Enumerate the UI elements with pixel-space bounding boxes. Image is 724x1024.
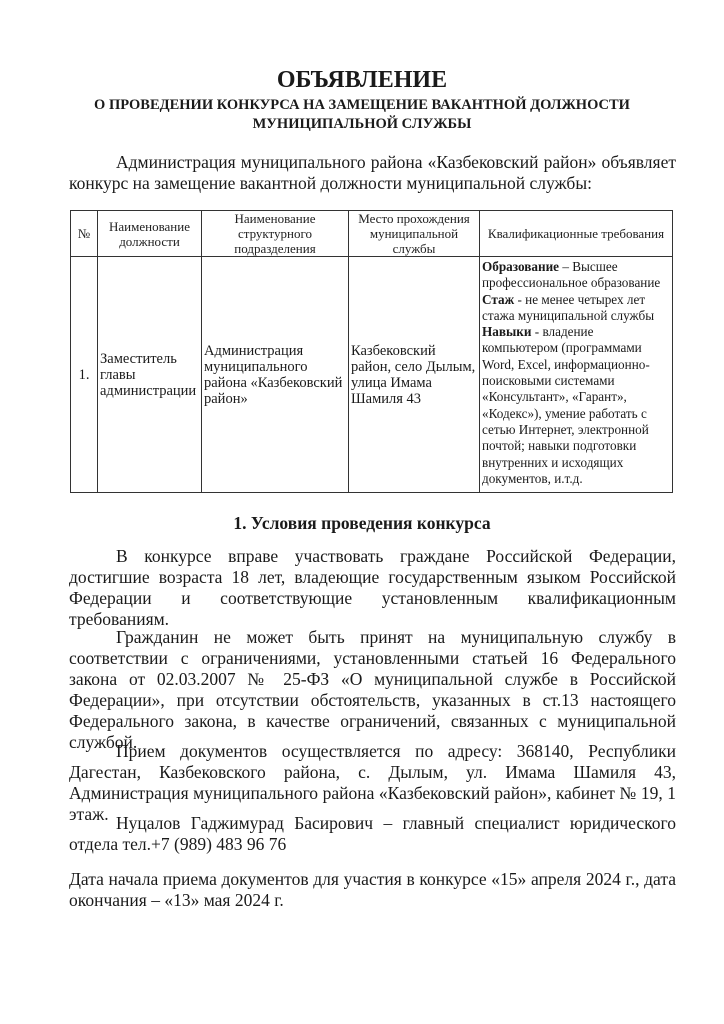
paragraph-dates: Дата начала приема документов для участия в конкурсе «15» апреля 2024 г., дата окончания – «13» мая 2024 г. — [69, 869, 676, 910]
experience-label: Стаж — [482, 291, 515, 307]
education-label: Образование — [482, 259, 560, 274]
cell-position: Заместитель главы администрации — [98, 257, 202, 493]
header-location: Место прохождения муниципальной службы — [349, 211, 480, 257]
header-requirements: Квалификационные требования — [480, 211, 673, 257]
table-row — [71, 257, 673, 493]
subtitle-line-2: МУНИЦИПАЛЬНОЙ СЛУЖБЫ — [252, 116, 472, 132]
section-title: 1. Условия проведения конкурса — [233, 513, 491, 533]
vacancy-table — [70, 210, 673, 493]
header-position: Наименование должности — [98, 211, 202, 257]
cell-number: 1. — [71, 257, 98, 493]
paragraph-eligibility: В конкурсе вправе участвовать граждане Российской Федерации, достигшие возраста 18 лет, владеющие государственным языком Российской Федерации и соответствующие установленным квалификационным требованиям. — [69, 546, 676, 629]
cell-requirements — [480, 257, 673, 493]
intro-paragraph: Администрация муниципального района «Казбековский район» объявляет конкурс на замещение вакантной должности муниципальной службы: — [69, 152, 676, 193]
document-title: ОБЪЯВЛЕНИЕ — [276, 67, 448, 93]
cell-department: Администрация муниципального района «Казбековский район» — [202, 257, 349, 493]
skills-text: - владение компьютером (программами Word, Excel, информационно-поисковыми системами «Консультант», «Гарант», «Кодекс»), умение работать с сетью Интернет, электронной почтой; навыки подготовки внутренних и исходящих документов, и.т.д. — [482, 324, 650, 486]
cell-location: Казбековский район, село Дылым, улица Имама Шамиля 43 — [349, 257, 480, 493]
skills-label: Навыки — [482, 324, 532, 340]
subtitle-line-1: О ПРОВЕДЕНИИ КОНКУРСА НА ЗАМЕЩЕНИЕ ВАКАНТНОЙ ДОЛЖНОСТИ — [94, 97, 630, 113]
paragraph-address: Прием документов осуществляется по адресу: 368140, Республики Дагестан, Казбековского района, с. Дылым, ул. Имама Шамиля 43, Администрация муниципального района «Казбековский район», кабинет № 19, 1 этаж. — [69, 741, 676, 824]
paragraph-contact: Нуцалов Гаджимурад Басирович – главный специалист юридического отдела тел.+7 (989) 483 96 76 — [69, 813, 676, 854]
header-number: № — [71, 211, 98, 257]
table-header-row — [71, 211, 673, 257]
document-subtitle — [0, 96, 724, 134]
experience-text: - не менее четырех лет стажа муниципальной службы — [482, 291, 655, 323]
education-text: – Высшее профессиональное образование — [482, 259, 661, 291]
header-department: Наименование структурного подразделения — [202, 211, 349, 257]
paragraph-restrictions: Гражданин не может быть принят на муниципальную службу в соответствии с ограничениями, установленными статьей 16 Федерального закона от 02.03.2007 № 25-ФЗ «О муниципальной службе в Российской Федерации», при отсутствии обстоятельств, указанных в ст.13 настоящего Федерального закона, в качестве ограничений, связанных с муниципальной службой. — [69, 627, 676, 752]
